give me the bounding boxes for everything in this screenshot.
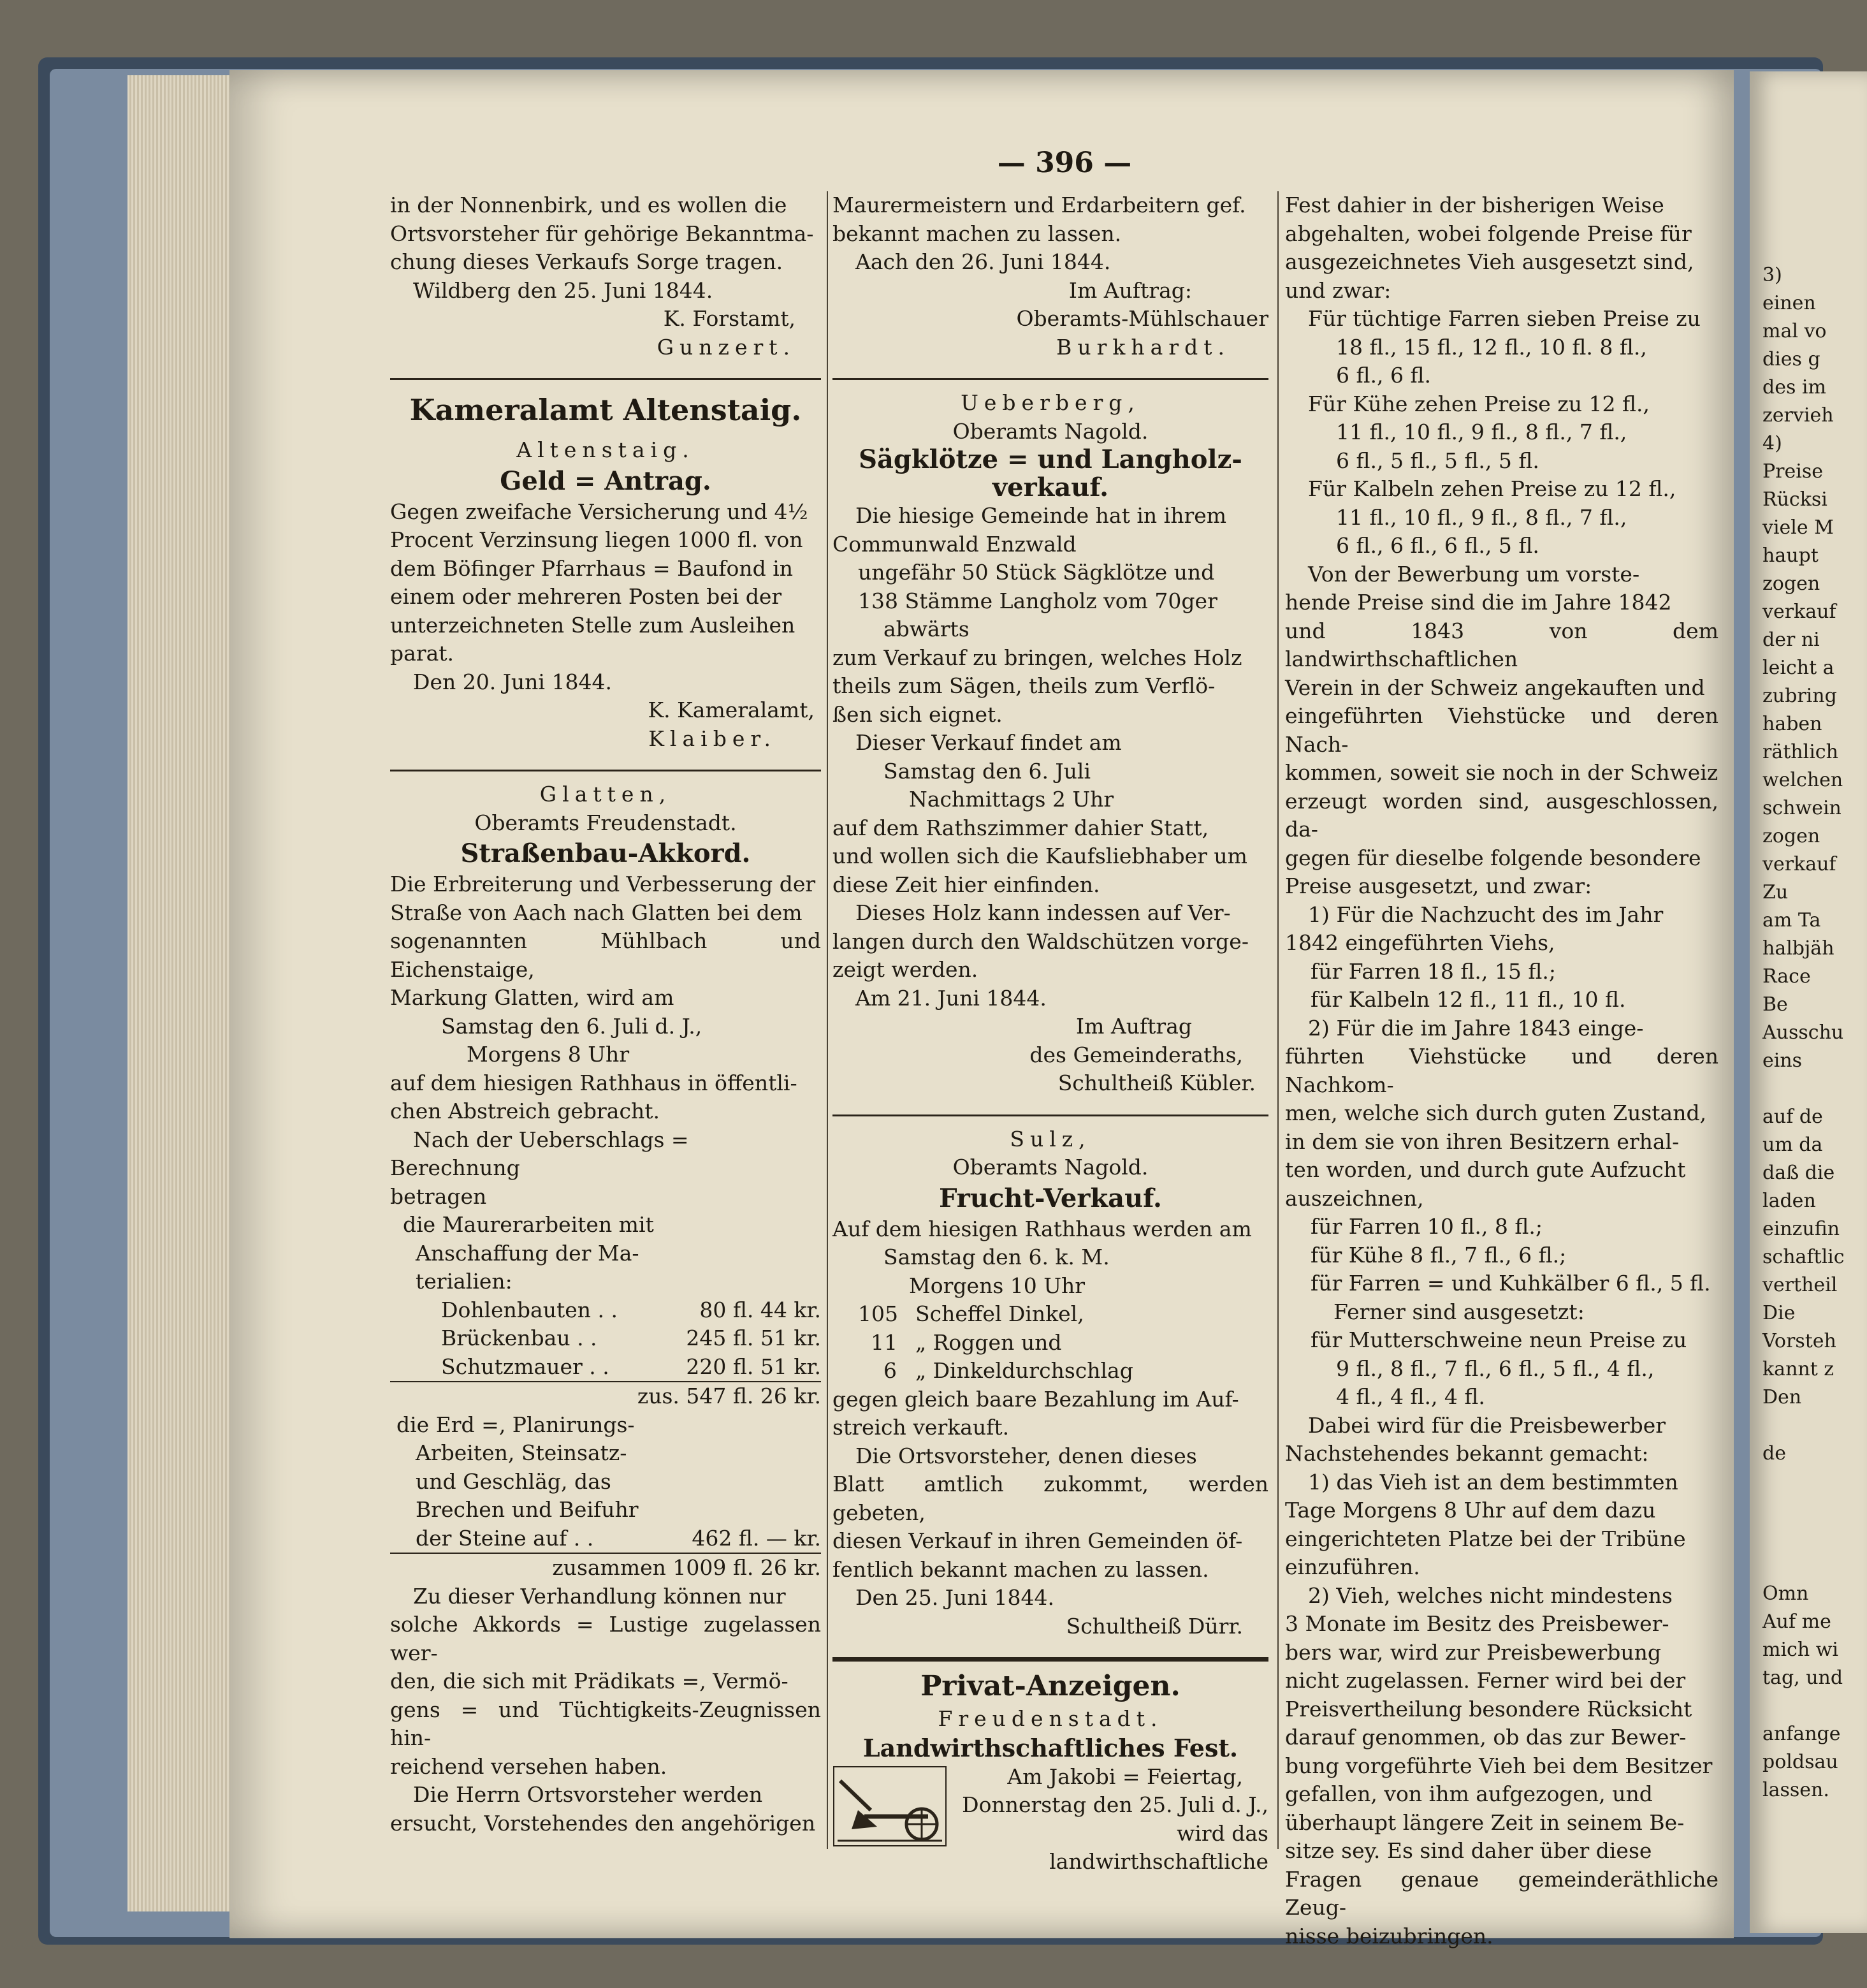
text-line: Dabei wird für die Preisbewerber xyxy=(1308,1412,1666,1438)
text-line: Dieses Holz kann indessen auf Ver- xyxy=(855,900,1231,925)
text-line: Straße von Aach nach Glatten bei dem xyxy=(390,900,803,925)
text-line: 2) Für die im Jahre 1843 einge- xyxy=(1308,1015,1644,1041)
prize-line: für Farren 10 fl., 8 fl.; xyxy=(1311,1214,1543,1239)
text-line: ausgezeichnetes Vieh ausgesetzt sind, xyxy=(1285,249,1694,274)
prize-line: für Mutterschweine neun Preise zu xyxy=(1311,1327,1687,1352)
prize-line: 6 fl., 6 fl., 6 fl., 5 fl. xyxy=(1336,533,1539,558)
text-line: solche Akkords = Lustige zugelassen wer- xyxy=(390,1612,821,1665)
text-line: 3 Monate im Besitz des Preisbewer- xyxy=(1285,1611,1669,1636)
text-line: bung vorgeführte Vieh bei dem Besitzer xyxy=(1285,1753,1713,1778)
text-line: die Maurerarbeiten mit xyxy=(403,1212,654,1237)
text-line: betragen xyxy=(390,1183,487,1209)
next-page-line: zubring xyxy=(1762,685,1837,707)
section-rule xyxy=(390,770,821,771)
place-name: Ueberberg, xyxy=(961,390,1140,415)
next-page-line: der ni xyxy=(1762,629,1820,651)
cost-value: 220 fl. 51 kr. xyxy=(686,1354,821,1379)
text-line: Zu dieser Verhandlung können nur xyxy=(413,1583,786,1609)
place-name: Glatten, xyxy=(539,782,672,807)
next-page-line: Be xyxy=(1762,993,1788,1016)
section-rule-heavy xyxy=(832,1657,1268,1662)
next-page-line: mich wi xyxy=(1762,1639,1838,1661)
kameralamt-notice xyxy=(390,389,821,753)
next-page-line: halbjäh xyxy=(1762,937,1834,960)
next-page-line xyxy=(1759,1075,1845,1103)
text-line: in dem sie von ihren Besitzern erhal- xyxy=(1285,1129,1680,1154)
text-line: sogenannten Mühlbach und Eichenstaige, xyxy=(390,928,821,982)
glatten-notice xyxy=(390,780,821,1838)
next-page-line: Race xyxy=(1762,965,1811,988)
text-line: sitze sey. Es sind daher über diese xyxy=(1285,1838,1652,1863)
prize-line: für Kühe 8 fl., 7 fl., 6 fl.; xyxy=(1311,1242,1567,1268)
signature-name: Klaiber. xyxy=(648,726,776,751)
cost-row xyxy=(390,1324,821,1353)
prize-line: für Kalbeln 12 fl., 11 fl., 10 fl. xyxy=(1311,987,1626,1012)
text-line: Markung Glatten, wird am xyxy=(390,985,674,1010)
section-rule xyxy=(390,378,821,380)
place-name: Freudenstadt. xyxy=(938,1706,1163,1731)
next-page-line: daß die xyxy=(1762,1162,1835,1184)
grain-item xyxy=(832,1300,1268,1329)
section-heading: Privat-Anzeigen. xyxy=(920,1670,1180,1702)
prize-line: Für tüchtige Farren sieben Preise zu xyxy=(1308,306,1701,331)
next-page-line xyxy=(1759,1552,1845,1580)
text-line: zeigt werden. xyxy=(832,957,978,982)
prize-line: Für Kühe zehen Preise zu 12 fl., xyxy=(1308,391,1650,416)
next-page-fragment xyxy=(1750,71,1867,1933)
grain-item xyxy=(832,1357,1268,1385)
ueberberg-notice xyxy=(832,389,1268,1098)
column-divider-2 xyxy=(1277,191,1279,1849)
text-line: bers war, wird zur Preisbewerbung xyxy=(1285,1639,1661,1665)
text-line: Die hiesige Gemeinde hat in ihrem xyxy=(855,503,1227,528)
text-line: Tage Morgens 8 Uhr auf dem dazu xyxy=(1285,1498,1656,1523)
text-line: diese Zeit hier einfinden. xyxy=(832,872,1100,897)
prize-line: 11 fl., 10 fl., 9 fl., 8 fl., 7 fl., xyxy=(1336,420,1627,444)
next-page-line: haben xyxy=(1762,713,1822,735)
text-line: Preisvertheilung besondere Rücksicht xyxy=(1285,1696,1692,1721)
cost-subtotal: zus. 547 fl. 26 kr. xyxy=(637,1384,821,1408)
text-line: Anschaffung der Ma- xyxy=(416,1240,639,1266)
text-line: Maurermeistern und Erdarbeitern gef. xyxy=(832,193,1246,217)
next-page-line: Auf me xyxy=(1762,1611,1831,1633)
next-page-line: Die xyxy=(1762,1302,1796,1324)
text-line: gens = und Tüchtigkeits-Zeugnissen hin- xyxy=(390,1697,821,1750)
text-line: Die Erbreiterung und Verbesserung der xyxy=(390,872,816,896)
text-line: Brechen und Beifuhr xyxy=(416,1497,639,1522)
next-page-line: zervieh xyxy=(1762,404,1834,427)
cost-label: Schutzmauer . . xyxy=(441,1354,609,1379)
text-line: überhaupt längere Zeit in seinem Be- xyxy=(1285,1809,1685,1835)
next-page-line: zogen xyxy=(1762,573,1820,595)
prize-line: 6 fl., 5 fl., 5 fl., 5 fl. xyxy=(1336,448,1539,473)
text-line: die Erd =, Planirungs- xyxy=(396,1412,635,1437)
section-heading: Kameralamt Altenstaig. xyxy=(409,393,802,427)
next-page-line: Ausschu xyxy=(1762,1021,1844,1044)
column-middle xyxy=(832,191,1268,1876)
next-page-line xyxy=(1759,1468,1845,1496)
prize-line: Für Kalbeln zehen Preise zu 12 fl., xyxy=(1308,476,1676,501)
signature-line: Im Auftrag: xyxy=(1068,277,1192,303)
column-divider-1 xyxy=(827,191,828,1849)
place-name: Altenstaig. xyxy=(516,437,695,462)
next-page-lines xyxy=(1759,261,1845,1804)
prize-line: für Farren 18 fl., 15 fl.; xyxy=(1311,958,1556,984)
next-page-line: Rücksi xyxy=(1762,488,1827,511)
signature-office: des Gemeinderaths, xyxy=(1029,1042,1243,1067)
next-page-line xyxy=(1759,1692,1845,1720)
text-line: bekannt machen zu lassen. xyxy=(832,221,1122,246)
text-line: Procent Verzinsung liegen 1000 fl. von xyxy=(390,527,803,552)
text-line: eingeführten Viehstücke und deren Nach- xyxy=(1285,703,1718,757)
notice-title: Geld = Antrag. xyxy=(500,465,711,496)
cost-row xyxy=(390,1524,821,1554)
next-page-line: anfange xyxy=(1762,1723,1841,1745)
grain-desc: Scheffel Dinkel, xyxy=(915,1301,1084,1326)
prize-line: 6 fl., 6 fl. xyxy=(1336,363,1431,388)
text-line: ßen sich eignet. xyxy=(832,701,1003,727)
sale-date: Samstag den 6. Juli xyxy=(883,758,1091,784)
text-line: Dieser Verkauf findet am xyxy=(855,730,1122,755)
notice-title-cont: verkauf. xyxy=(992,472,1109,502)
next-page-line: Preise xyxy=(1762,460,1824,483)
text-line: darauf genommen, ob das zur Bewer- xyxy=(1285,1725,1687,1750)
text-line: nicht zugelassen. Ferner wird bei der xyxy=(1285,1668,1686,1693)
privat-anzeigen xyxy=(832,1668,1268,1876)
signature-name: Gunzert. xyxy=(657,334,795,360)
sulz-notice xyxy=(832,1125,1268,1641)
text-line: Nach der Ueberschlags = Berechnung xyxy=(390,1127,689,1180)
text-line: Verein in der Schweiz angekauften und xyxy=(1285,675,1705,700)
text-line: Donnerstag den 25. Juli d. J., xyxy=(962,1792,1268,1817)
plough-illustration-icon xyxy=(832,1765,947,1847)
text-line: den, die sich mit Prädikats =, Vermö- xyxy=(390,1669,788,1693)
text-line: auf dem hiesigen Rathhaus in öffentli- xyxy=(390,1070,797,1095)
next-page-line: haupt xyxy=(1762,545,1819,567)
prize-line: 9 fl., 8 fl., 7 fl., 6 fl., 5 fl., 4 fl., xyxy=(1336,1356,1655,1381)
text-line: Die Ortsvorsteher, denen dieses xyxy=(855,1443,1197,1468)
text-line: einzuführen. xyxy=(1285,1554,1420,1579)
signature-line: Im Auftrag xyxy=(1076,1014,1192,1039)
text-line: Ortsvorsteher für gehörige Bekanntma- xyxy=(390,221,814,246)
next-page-line: 4) xyxy=(1762,432,1782,455)
text-line: Blatt amtlich zukommt, werden gebeten, xyxy=(832,1472,1268,1525)
next-page-line: welchen xyxy=(1762,769,1843,791)
prize-line: für Farren = und Kuhkälber 6 fl., 5 fl. xyxy=(1311,1271,1711,1296)
text-line: Am Jakobi = Feiertag, xyxy=(1007,1764,1243,1789)
text-line: ten worden, und durch gute Aufzucht xyxy=(1285,1157,1686,1182)
text-line: Gegen zweifache Versicherung und 4½ xyxy=(390,499,808,524)
grain-item xyxy=(832,1329,1268,1357)
cost-label: Brückenbau . . xyxy=(441,1326,597,1350)
text-line: gegen für dieselbe folgende besondere xyxy=(1285,845,1701,870)
text-line: dem Böfinger Pfarrhaus = Baufond in xyxy=(390,555,794,581)
text-line: gegen gleich baare Bezahlung im Auf- xyxy=(832,1386,1239,1412)
oberamt-name: Oberamts Nagold. xyxy=(952,1155,1149,1180)
next-page-line: tag, und xyxy=(1762,1667,1843,1689)
notice-title: Sägklötze = und Langholz- xyxy=(859,444,1242,474)
text-line: auf dem Rathszimmer dahier Statt, xyxy=(832,815,1209,840)
sale-time: Morgens 10 Uhr xyxy=(909,1273,1086,1298)
cost-row xyxy=(390,1296,821,1325)
text-line: fentlich bekannt machen zu lassen. xyxy=(832,1556,1209,1582)
next-page-line: mal vo xyxy=(1762,320,1827,342)
next-page-line: des im xyxy=(1762,376,1826,398)
prize-line: 18 fl., 15 fl., 12 fl., 10 fl. 8 fl., xyxy=(1336,334,1647,360)
prize-line: 4 fl., 4 fl., 4 fl. xyxy=(1336,1384,1485,1409)
notice-date: Aach den 26. Juni 1844. xyxy=(855,249,1111,274)
notice-date: Den 25. Juni 1844. xyxy=(855,1585,1054,1610)
text-line: in der Nonnenbirk, und es wollen die xyxy=(390,193,787,217)
next-page-line xyxy=(1759,1524,1845,1552)
next-page-line: dies g xyxy=(1762,348,1820,370)
grain-desc: „ Roggen und xyxy=(915,1329,1062,1355)
cost-label: Dohlenbauten . . xyxy=(441,1297,618,1322)
text-line: men, welche sich durch guten Zustand, xyxy=(1285,1100,1707,1125)
next-page-line: am Ta xyxy=(1762,909,1821,932)
text-line: Fragen genaue gemeinderäthliche Zeug- xyxy=(1285,1866,1718,1920)
next-page-line: auf de xyxy=(1762,1106,1823,1128)
text-line: terialien: xyxy=(416,1269,512,1294)
auction-date: Samstag den 6. Juli d. J., xyxy=(441,1013,702,1039)
sale-time: Nachmittags 2 Uhr xyxy=(909,787,1114,812)
grain-qty: 105 xyxy=(858,1301,898,1326)
text-line: 1) Für die Nachzucht des im Jahr xyxy=(1308,902,1664,927)
text-line: Nachstehendes bekannt gemacht: xyxy=(1285,1441,1649,1466)
text-line: Die Herrn Ortsvorsteher werden xyxy=(413,1782,763,1807)
glatten-notice-continued xyxy=(832,191,1268,362)
next-page-line: lassen. xyxy=(1762,1779,1829,1801)
text-line: Ferner sind ausgesetzt: xyxy=(1333,1299,1585,1324)
grain-qty: 6 xyxy=(883,1358,897,1383)
next-page-line: Zu xyxy=(1762,881,1789,903)
signature-office: K. Kameralamt, xyxy=(648,698,815,722)
next-page-line: poldsau xyxy=(1762,1751,1838,1773)
next-page-line: eins xyxy=(1762,1049,1803,1072)
sale-date: Samstag den 6. k. M. xyxy=(883,1245,1110,1269)
notice-date: Den 20. Juni 1844. xyxy=(413,669,612,694)
grain-desc: „ Dinkeldurchschlag xyxy=(915,1358,1133,1383)
column-right xyxy=(1285,191,1718,1950)
text-line: streich verkauft. xyxy=(832,1415,1010,1440)
text-line: erzeugt worden sind, ausgeschlossen, da- xyxy=(1285,788,1718,842)
text-line: ersucht, Vorstehendes den angehörigen xyxy=(390,1810,816,1836)
next-page-line: kannt z xyxy=(1762,1358,1834,1380)
text-line: nisse beizubringen. xyxy=(1285,1923,1493,1948)
section-rule xyxy=(832,378,1268,380)
text-line: chung dieses Verkaufs Sorge tragen. xyxy=(390,249,783,274)
lot-line: 138 Stämme Langholz vom 70ger xyxy=(858,588,1217,613)
cost-value: 245 fl. 51 kr. xyxy=(686,1326,821,1350)
signature-name: Schultheiß Dürr. xyxy=(1066,1613,1243,1639)
place-name: Sulz, xyxy=(1010,1126,1091,1151)
text-line: eingerichteten Platze bei der Tribüne xyxy=(1285,1526,1686,1551)
signature-office: K. Forstamt, xyxy=(663,306,795,331)
section-rule xyxy=(832,1115,1268,1116)
notice-date: Am 21. Juni 1844. xyxy=(855,985,1047,1011)
text-line: Preise ausgesetzt, und zwar: xyxy=(1285,873,1592,898)
text-line: zum Verkauf zu bringen, welches Holz xyxy=(832,645,1242,670)
next-page-line: Vorsteh xyxy=(1762,1330,1836,1352)
next-page-line: einzufin xyxy=(1762,1218,1840,1240)
text-line: und 1843 von dem landwirthschaftlichen xyxy=(1285,618,1718,671)
text-line: chen Abstreich gebracht. xyxy=(390,1099,660,1123)
cost-value: 462 fl. — kr. xyxy=(692,1525,821,1551)
column-left xyxy=(390,191,821,1838)
text-line: Communwald Enzwald xyxy=(832,531,1077,557)
text-line: 1842 eingeführten Viehs, xyxy=(1285,930,1555,955)
notice-title: Landwirthschaftliches Fest. xyxy=(862,1733,1239,1762)
text-line: hende Preise sind die im Jahre 1842 xyxy=(1285,590,1672,615)
text-line: langen durch den Waldschützen vorge- xyxy=(832,928,1249,954)
text-line: abgehalten, wobei folgende Preise für xyxy=(1285,221,1692,246)
text-line: Von der Bewerbung um vorste- xyxy=(1308,561,1640,587)
text-line: und Geschläg, das xyxy=(416,1468,611,1494)
next-page-line: leicht a xyxy=(1762,657,1834,679)
cost-row xyxy=(390,1353,821,1383)
text-line: 2) Vieh, welches nicht mindestens xyxy=(1308,1582,1673,1608)
signature-name: Burkhardt. xyxy=(1056,334,1230,360)
text-line: diesen Verkauf in ihren Gemeinden öf- xyxy=(832,1528,1243,1553)
forstamt-notice xyxy=(390,191,821,362)
text-line: theils zum Sägen, theils zum Verflö- xyxy=(832,673,1216,698)
next-page-line: Den xyxy=(1762,1386,1802,1408)
notice-title: Straßenbau-Akkord. xyxy=(460,838,751,868)
next-page-line: einen xyxy=(1762,292,1816,314)
next-page-line: viele M xyxy=(1762,516,1834,539)
next-page-line: Omn xyxy=(1762,1582,1809,1605)
next-page-line: schwein xyxy=(1762,797,1842,819)
next-page-line: verkauf xyxy=(1762,853,1836,875)
next-page-line: de xyxy=(1762,1442,1786,1465)
text-line: einem oder mehreren Posten bei der xyxy=(390,584,782,609)
text-line: wird das landwirthschaftliche xyxy=(1049,1820,1268,1874)
next-page-line xyxy=(1759,1496,1845,1524)
text-line: auszeichnen, xyxy=(1285,1185,1424,1211)
next-page-line: räthlich xyxy=(1762,741,1838,763)
signature-name: Schultheiß Kübler. xyxy=(1057,1071,1256,1095)
text-line: gefallen, von ihm aufgezogen, und xyxy=(1285,1781,1653,1806)
page-number: — 396 — xyxy=(997,147,1132,179)
text-line: unterzeichneten Stelle zum Ausleihen xyxy=(390,612,795,638)
next-page-line: vertheil xyxy=(1762,1274,1838,1296)
text-line: und zwar: xyxy=(1285,277,1391,303)
next-page-line: schaftlic xyxy=(1762,1246,1845,1268)
lot-line: abwärts xyxy=(883,617,970,641)
cost-label: der Steine auf . . xyxy=(416,1525,594,1551)
oberamt-name: Oberamts Nagold. xyxy=(952,418,1149,444)
text-line: 1) das Vieh ist an dem bestimmten xyxy=(1308,1469,1678,1495)
notice-title: Frucht-Verkauf. xyxy=(939,1183,1162,1213)
oberamt-name: Oberamts Freudenstadt. xyxy=(474,810,737,835)
signature-office: Oberamts-Mühlschauer xyxy=(1016,306,1268,331)
text-line: kommen, soweit sie noch in der Schweiz xyxy=(1285,760,1718,785)
next-page-line: laden xyxy=(1762,1190,1816,1212)
text-line: und wollen sich die Kaufsliebhaber um xyxy=(832,844,1247,868)
text-line: Arbeiten, Steinsatz- xyxy=(416,1440,627,1465)
next-page-line: 3) xyxy=(1762,264,1782,286)
notice-date: Wildberg den 25. Juni 1844. xyxy=(413,277,713,303)
next-page-line xyxy=(1759,1412,1845,1440)
text-line: reichend versehen haben. xyxy=(390,1753,667,1779)
text-line: parat. xyxy=(390,641,454,666)
cost-value: 80 fl. 44 kr. xyxy=(699,1297,821,1322)
text-line: Auf dem hiesigen Rathhaus werden am xyxy=(832,1216,1252,1241)
next-page-line: verkauf xyxy=(1762,601,1836,623)
next-page-line: zogen xyxy=(1762,825,1820,847)
lot-line: ungefähr 50 Stück Sägklötze und xyxy=(858,560,1215,585)
text-line: Fest dahier in der bisherigen Weise xyxy=(1285,193,1664,217)
text-line: führten Viehstücke und deren Nachkom- xyxy=(1285,1044,1718,1097)
grain-qty: 11 xyxy=(871,1329,897,1355)
cost-total: zusammen 1009 fl. 26 kr. xyxy=(552,1555,821,1580)
next-page-line: um da xyxy=(1762,1134,1823,1156)
prize-line: 11 fl., 10 fl., 9 fl., 8 fl., 7 fl., xyxy=(1336,504,1627,530)
auction-time: Morgens 8 Uhr xyxy=(467,1042,630,1067)
